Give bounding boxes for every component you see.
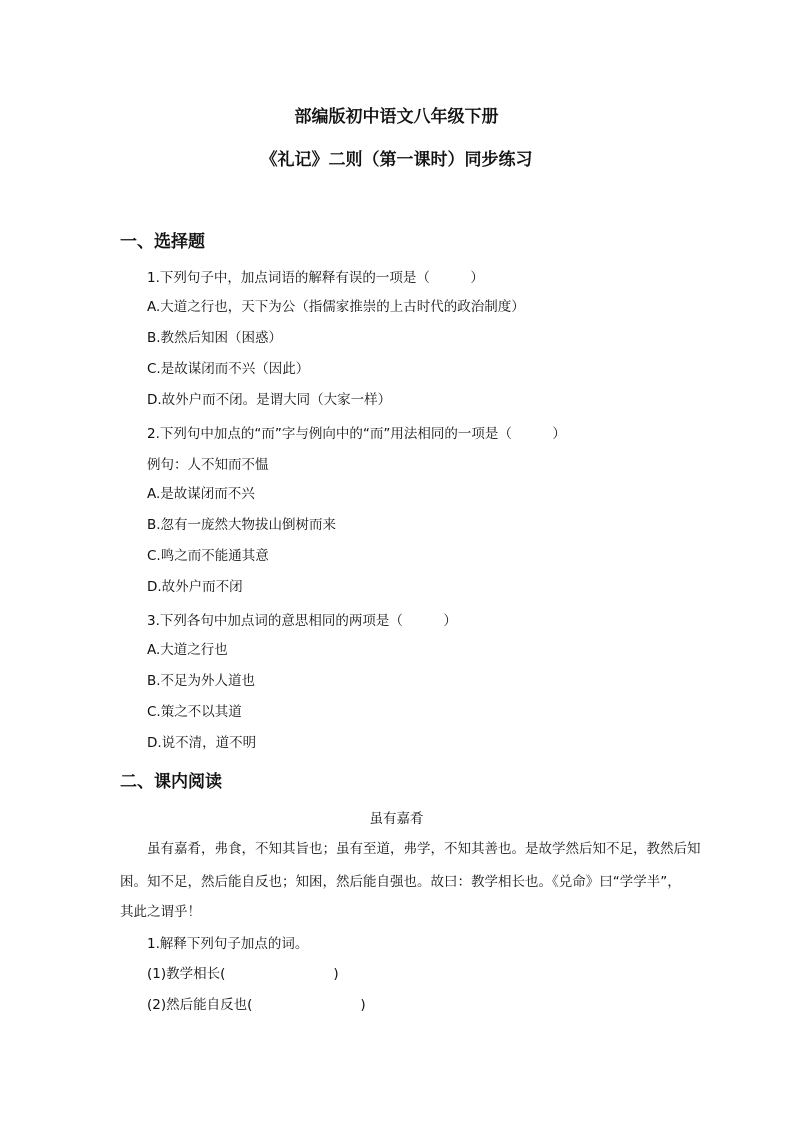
q2-option-b: B.忽有一庞然大物拔山倒树而来 xyxy=(147,517,337,533)
q1-option-c: C.是故谋闭而不兴（因此） xyxy=(147,361,310,377)
q2-option-a: A.是故谋闭而不兴 xyxy=(147,486,255,502)
section-heading-reading: 二、课内阅读 xyxy=(120,772,222,792)
q1-option-a: A.大道之行也，天下为公（指儒家推崇的上古时代的政治制度） xyxy=(147,299,525,315)
passage-line-2: 困。知不足，然后能自反也；知困，然后能自强也。故曰：教学相长也。《兑命》曰“学学半”， xyxy=(120,874,681,890)
q3-option-d: D.说不清，道不明 xyxy=(147,735,257,751)
q3-option-b: B.不足为外人道也 xyxy=(147,673,256,689)
section-heading-choice: 一、选择题 xyxy=(120,232,205,252)
doc-title-line1: 部编版初中语文八年级下册 xyxy=(294,107,499,127)
doc-title-line2: 《礼记》二则（第一课时）同步练习 xyxy=(260,150,533,170)
q1-stem: 1.下列句子中，加点词语的解释有误的一项是（ ） xyxy=(147,270,484,286)
passage-line-3: 其此之谓乎！ xyxy=(120,904,201,920)
q2-stem: 2.下列句中加点的“而”字与例向中的“而”用法相同的一项是（ ） xyxy=(147,426,566,442)
q1-option-b: B.教然后知困（困惑） xyxy=(147,330,283,346)
q2-option-d: D.故外户而不闭 xyxy=(147,579,243,595)
q2-option-c: C.鸣之而不能通其意 xyxy=(147,548,269,564)
q1-option-d: D.故外户而不闭。是谓大同（大家一样） xyxy=(147,392,392,408)
passage-line-1: 虽有嘉肴，弗食，不知其旨也；虽有至道，弗学，不知其善也。是故学然后知不足，教然后知 xyxy=(147,841,701,857)
passage-title: 虽有嘉肴 xyxy=(369,811,424,827)
q3-stem: 3.下列各句中加点词的意思相同的两项是（ ） xyxy=(147,613,457,629)
r1-item-2: (2)然后能自反也( ) xyxy=(147,997,366,1013)
r1-stem: 1.解释下列句子加点的词。 xyxy=(147,936,309,952)
q3-option-c: C.策之不以其道 xyxy=(147,704,242,720)
r1-item-1: (1)教学相长( ) xyxy=(147,966,339,982)
q2-example: 例句：人不知而不愠 xyxy=(147,457,269,473)
q3-option-a: A.大道之行也 xyxy=(147,642,228,658)
